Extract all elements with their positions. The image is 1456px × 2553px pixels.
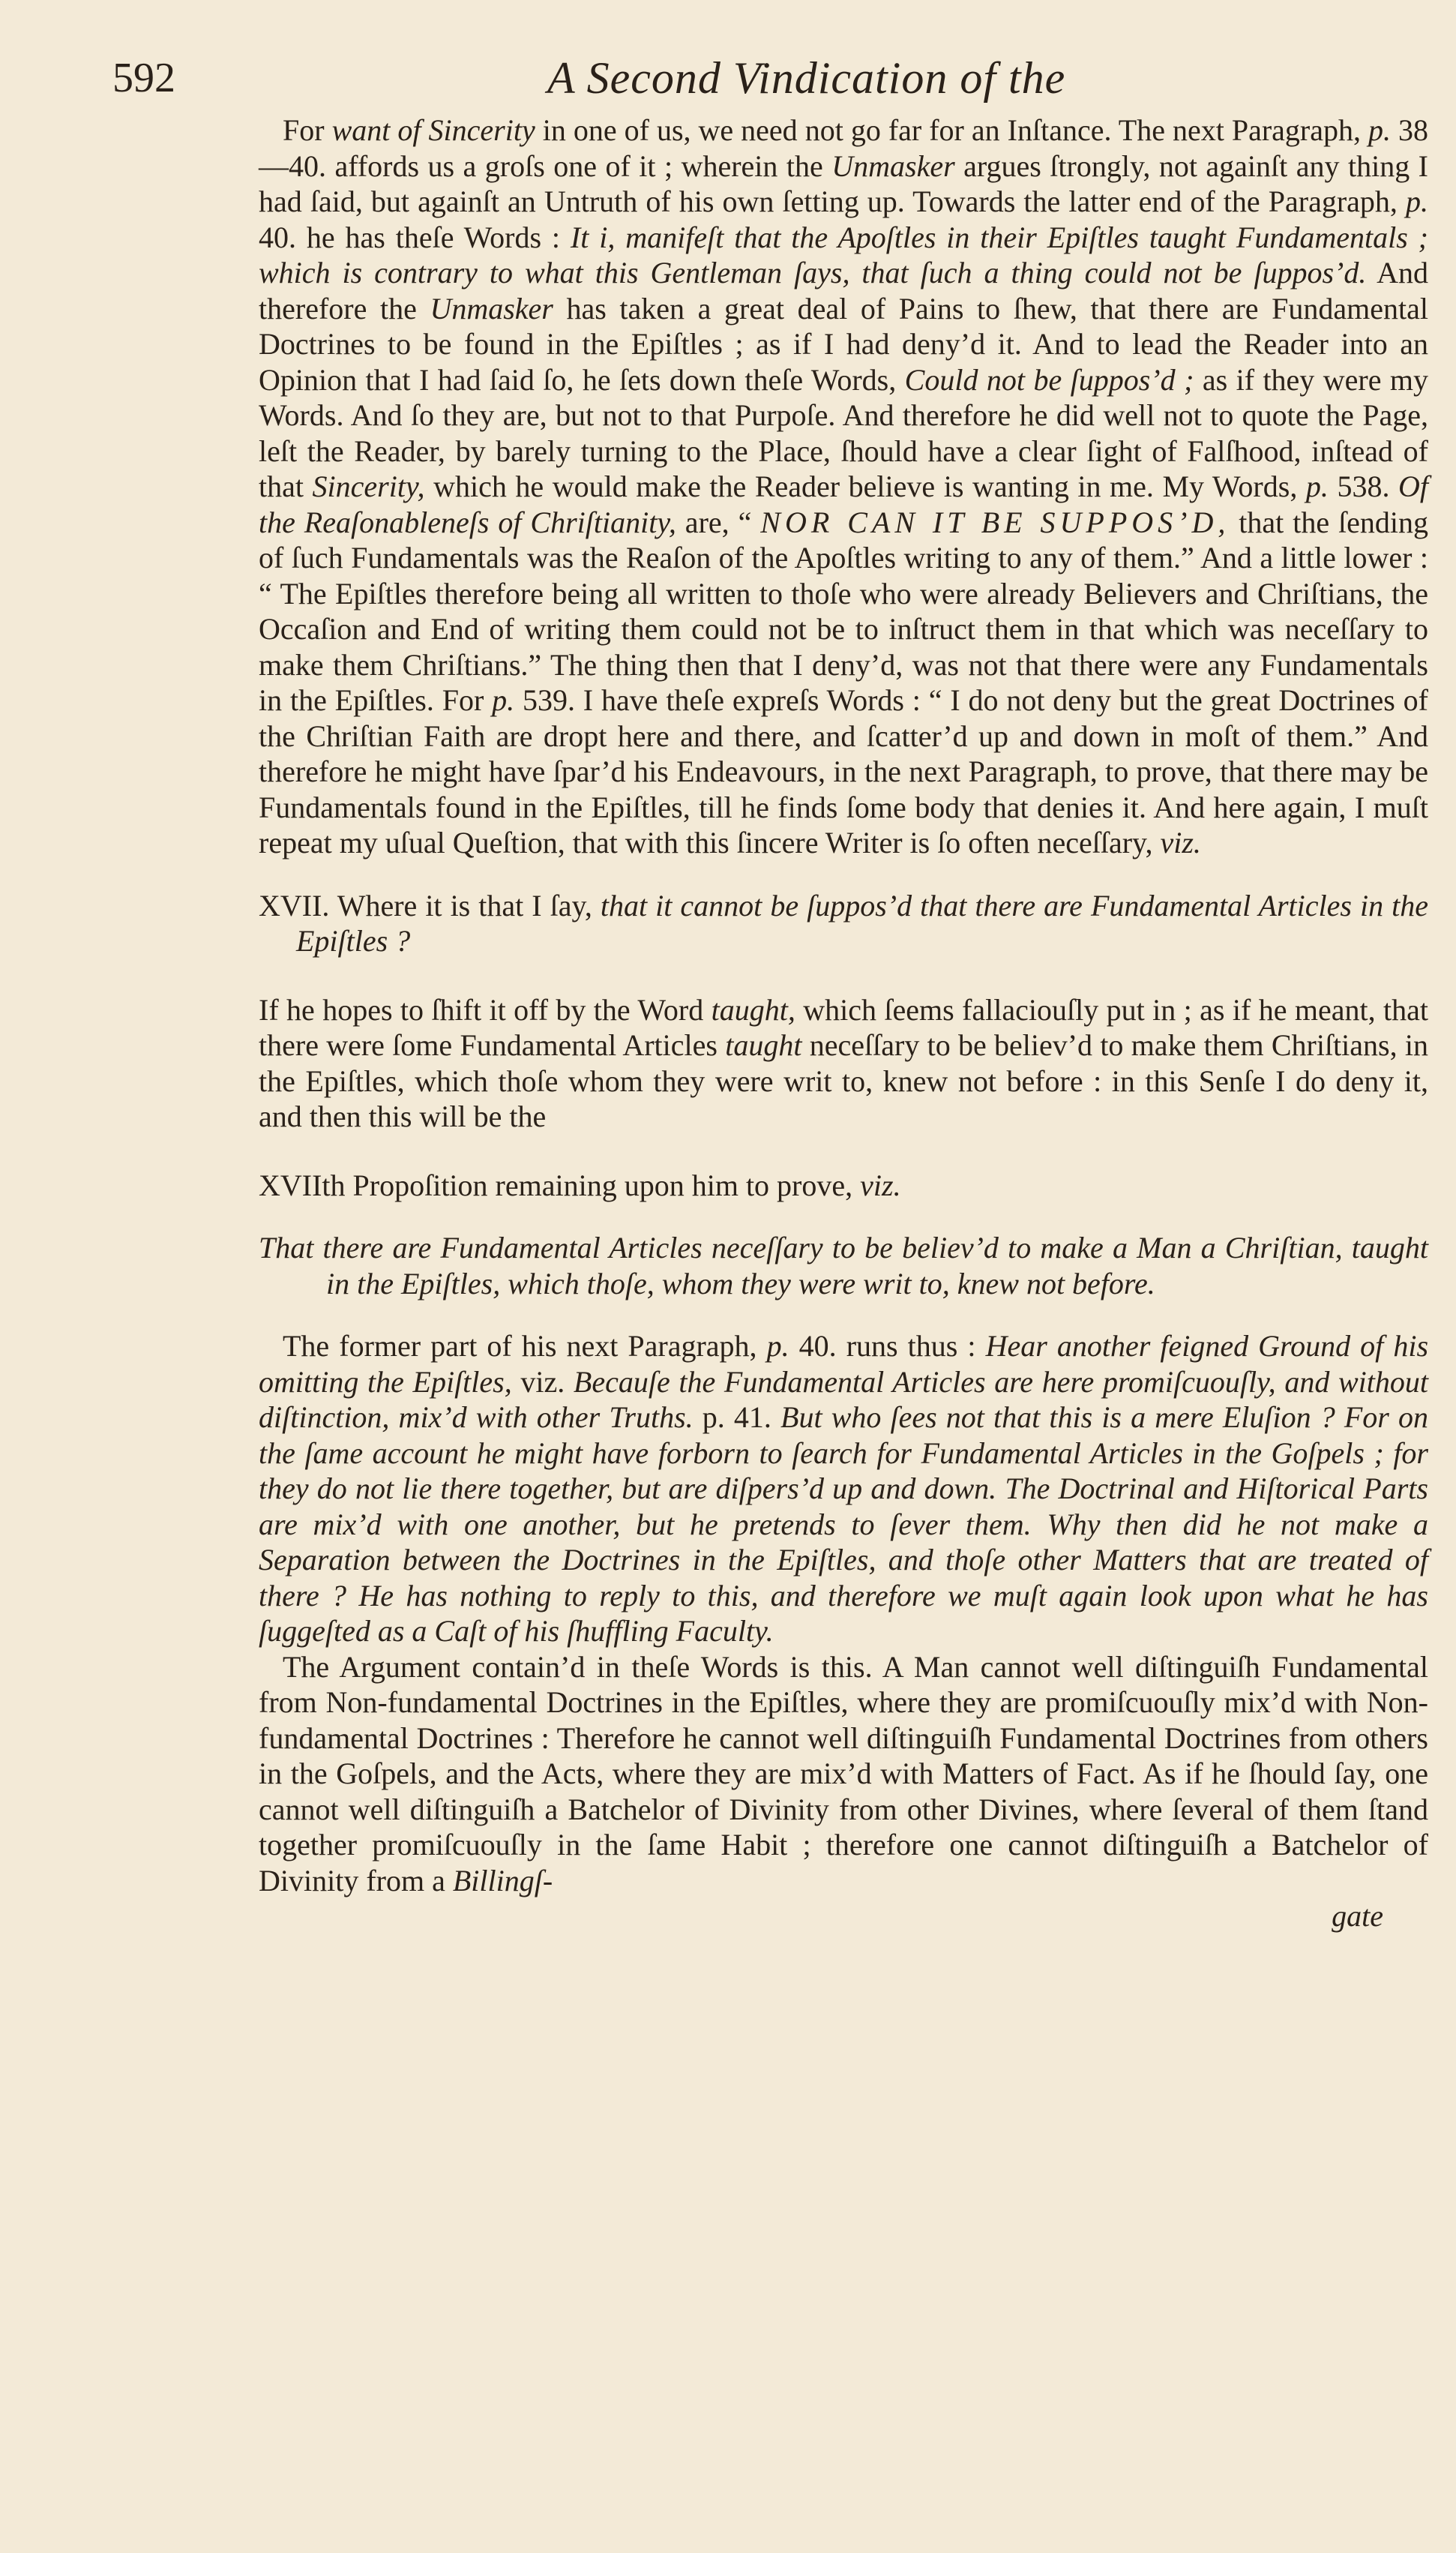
proposition-statement bbox=[259, 1230, 1428, 1301]
text-run: are, “ bbox=[676, 505, 761, 539]
italic-text: It i, manifeſt that the Apoſtles in their Epiſtles taught Fundamentals ; which is contrary to what this Gentleman ſays, that ſuch a thing could not be ſuppos’d. bbox=[259, 220, 1428, 290]
text-run: 40. he has theſe Words : bbox=[259, 220, 571, 254]
text-run: that the ſending of ſuch Fundamentals was the Reaſon of the Apoſtles writing to any of them.” And a little lower : “ The Epiſtles therefore being all written to thoſe who were already Believers and Chriſtians, the Occaſion and End of writing them could not be to inſtruct them in that which was neceſſary to make them Chriſtians.” The thing then that I deny’d, was not that there were any Fundamentals in the Epiſtles. For bbox=[259, 505, 1428, 717]
italic-text: Unmasker bbox=[430, 291, 553, 326]
page-number: 592 bbox=[112, 55, 175, 101]
italic-text: Billingſ- bbox=[452, 1863, 553, 1898]
paragraph bbox=[259, 1328, 1428, 1649]
italic-text: p. bbox=[1368, 113, 1391, 147]
text-run: XVII. Where it is that I ſay, bbox=[259, 888, 601, 922]
small-caps-text: NOR CAN IT BE SUPPOS’D, bbox=[760, 505, 1230, 539]
italic-text: taught bbox=[725, 1028, 802, 1062]
italic-text: That there are Fundamental Articles neceſſary to be believ’d to make a Man a Chriſtian, taught in the Epiſtles, which thoſe, whom they were writ to, knew not before. bbox=[259, 1231, 1428, 1300]
italic-text: p. bbox=[1305, 470, 1329, 503]
text-run: has taken a great deal of Pains to ſhew, that there are Fundamental Doctrines to be found in the Epiſtles ; as if I had deny’d it. And to lead the Reader into an Opinion that I had ſaid ſo, he ſets down theſe Words, bbox=[259, 291, 1429, 397]
italic-text: Sincerity, bbox=[312, 470, 425, 503]
text-run: If he hopes to ſhift it off by the Word bbox=[259, 992, 712, 1027]
text-run: 538. bbox=[1328, 470, 1399, 503]
text-run: in one of us, we need not go far for an Inſtance. The next Paragraph, bbox=[535, 113, 1368, 147]
text-run: which ſeems fallaciouſly put in ; as if he meant, that there were ſome Fundamental Articles bbox=[259, 992, 1428, 1062]
proposition-heading bbox=[259, 1168, 1428, 1204]
text-run: 38—40. affords us a groſs one of it ; wherein the bbox=[259, 113, 1429, 183]
text-run: And therefore the bbox=[259, 256, 1428, 326]
text-body bbox=[259, 112, 1428, 1934]
text-run: The former part of his next Paragraph, bbox=[283, 1329, 767, 1363]
italic-text: taught, bbox=[711, 992, 795, 1027]
running-header bbox=[112, 46, 1372, 114]
text-run: 40. runs thus : bbox=[789, 1329, 986, 1363]
italic-text: want of Sincerity bbox=[331, 113, 535, 147]
text-run: as if they were my Words. And ſo they are, but not to that Purpoſe. And therefore he did well not to quote the Page, leſt the Reader, by barely turning to the Place, ſhould have a clear ſight of Falſhood, inſtead of that bbox=[259, 362, 1429, 503]
catchword: gate bbox=[1332, 1899, 1383, 1933]
text-run: For bbox=[283, 113, 332, 147]
proposition-heading bbox=[259, 888, 1428, 959]
italic-text: that it cannot be ſuppos’d that there are Fundamental Articles in the Epiſtles ? bbox=[296, 888, 1429, 958]
text-run: p. 41. bbox=[693, 1400, 781, 1434]
italic-text: p. bbox=[766, 1329, 789, 1363]
italic-text: Of the Reaſonableneſs of Chriſtianity, bbox=[259, 470, 1429, 539]
italic-text: viz. bbox=[860, 1168, 901, 1202]
text-run: 539. I have theſe expreſs Words : “ I do not deny but the great Doctrines of the Chriſtian Faith are dropt here and there, and ſcatter’d up and down in moſt of them.” And therefore he might have ſpar’d his Endeavours, in the next Paragraph, to prove, that there may be Fundamentals found in the Epiſtles, till he finds ſome body that denies it. And here again, I muſt repeat my uſual Queſtion, that with this ſincere Writer is ſo often neceſſary, bbox=[259, 683, 1428, 860]
italic-text: p. bbox=[492, 683, 515, 717]
text-run: argues ſtrongly, not againſt any thing I had ſaid, but againſt an Untruth of his own ſetting up. Towards the latter end of the Paragraph, bbox=[259, 148, 1428, 218]
paragraph bbox=[259, 992, 1428, 1135]
text-run: XVIIth Propoſition remaining upon him to prove, bbox=[259, 1168, 861, 1202]
text-run: which he would make the Reader believe is wanting in me. My Words, bbox=[424, 470, 1306, 503]
text-run: neceſſary to be believ’d to make them Chriſtians, in the Epiſtles, which thoſe whom they were writ to, knew not before : in this Senſe I do deny it, and then this will be the bbox=[259, 1028, 1428, 1133]
italic-text: viz. bbox=[1160, 826, 1201, 860]
italic-text: Becauſe the Fundamental Articles are here promiſcuouſly, and without diſtinction, mix’d with other Truths. bbox=[259, 1364, 1428, 1434]
running-title: A Second Vindication of the bbox=[547, 53, 1066, 103]
italic-text: Hear another feigned Ground of his omitting the Epiſtles, bbox=[259, 1329, 1429, 1399]
text-run: The Argument contain’d in theſe Words is this. A Man cannot well diſtinguiſh Fundamental from Non-fundamental Doctrines in the Epiſtles, where they are promiſcuouſly mix’d with Non-fundamental Doctrines : Therefore he cannot well diſtinguiſh Fundamental Doctrines from others in the Goſpels, and the Acts, where they are mix’d with Matters of Fact. As if he ſhould ſay, one cannot well diſtinguiſh a Batchelor of Divinity from other Divines, where ſeveral of them ſtand together promiſcuouſly in the ſame Habit ; therefore one cannot diſtinguiſh a Batchelor of Divinity from a bbox=[259, 1649, 1428, 1898]
italic-text: p. bbox=[1406, 184, 1428, 218]
paragraph bbox=[259, 1649, 1428, 1899]
paragraph bbox=[259, 112, 1428, 861]
text-run: viz. bbox=[511, 1364, 574, 1399]
italic-text: But who ſees not that this is a mere Eluſion ? For on the ſame account he might have forborn to ſearch for Fundamental Articles in the Goſpels ; for they do not lie there together, but are diſpers’d up and down. The Doctrinal and Hiſtorical Parts are mix’d with one another, but he pretends to ſever them. Why then did he not make a Separation between the Doctrines in the Epiſtles, and thoſe other Matters that are treated of there ? He has nothing to reply to this, and therefore we muſt again look upon what he has ſuggeſted as a Caſt of his ſhuffling Faculty. bbox=[259, 1400, 1428, 1648]
italic-text: Could not be ſuppos’d ; bbox=[904, 362, 1194, 397]
italic-text: Unmasker bbox=[831, 148, 955, 183]
